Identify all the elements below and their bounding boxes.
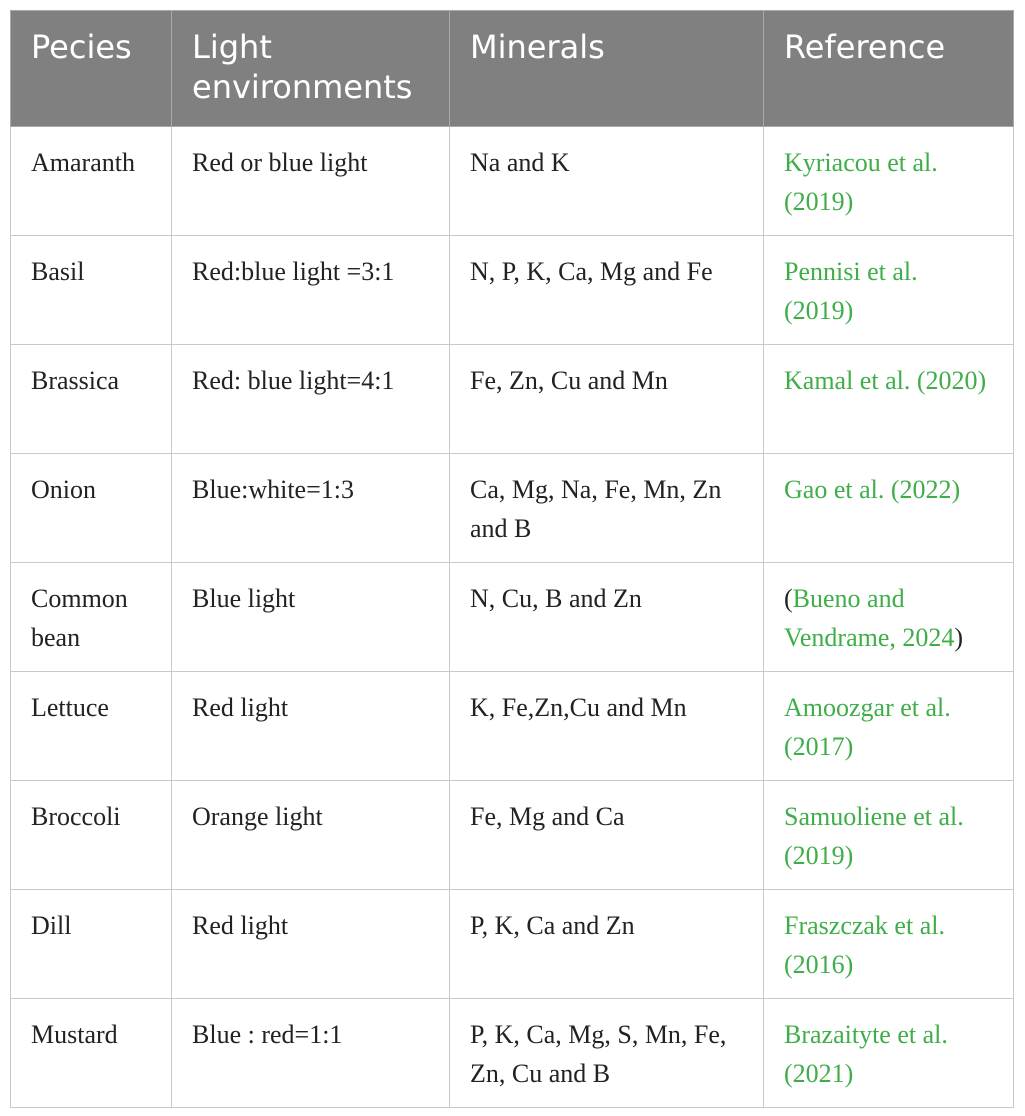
cell-light-environment: Blue light [172, 563, 450, 672]
reference-link[interactable]: Samuoliene et al. (2019) [784, 802, 964, 870]
table-header-row [11, 11, 1014, 127]
cell-reference [764, 454, 1014, 563]
table-row [11, 127, 1014, 236]
reference-link[interactable]: Brazaityte et al. (2021) [784, 1020, 948, 1088]
header-reference: Reference [764, 11, 1014, 127]
ref-open-paren: ( [784, 584, 793, 613]
cell-reference [764, 236, 1014, 345]
reference-link[interactable]: Fraszczak et al. (2016) [784, 911, 945, 979]
reference-link[interactable]: Pennisi et al. (2019) [784, 257, 918, 325]
table-row [11, 672, 1014, 781]
reference-link[interactable]: Amoozgar et al. (2017) [784, 693, 951, 761]
cell-minerals: P, K, Ca, Mg, S, Mn, Fe, Zn, Cu and B [450, 999, 764, 1108]
cell-reference [764, 672, 1014, 781]
cell-minerals: P, K, Ca and Zn [450, 890, 764, 999]
cell-reference [764, 563, 1014, 672]
header-minerals: Minerals [450, 11, 764, 127]
table-row [11, 345, 1014, 454]
cell-minerals: Ca, Mg, Na, Fe, Mn, Zn and B [450, 454, 764, 563]
cell-species: Amaranth [11, 127, 172, 236]
cell-reference [764, 999, 1014, 1108]
cell-minerals: Fe, Zn, Cu and Mn [450, 345, 764, 454]
cell-reference [764, 890, 1014, 999]
cell-species: Mustard [11, 999, 172, 1108]
table-row [11, 781, 1014, 890]
cell-reference [764, 127, 1014, 236]
cell-minerals: Fe, Mg and Ca [450, 781, 764, 890]
cell-species: Brassica [11, 345, 172, 454]
cell-light-environment: Blue:white=1:3 [172, 454, 450, 563]
cell-reference [764, 345, 1014, 454]
header-species: Pecies [11, 11, 172, 127]
table-row [11, 890, 1014, 999]
cell-minerals: N, Cu, B and Zn [450, 563, 764, 672]
cell-light-environment: Orange light [172, 781, 450, 890]
cell-species: Dill [11, 890, 172, 999]
ref-close-paren: ) [954, 623, 964, 652]
table-row [11, 999, 1014, 1108]
reference-link[interactable]: Kyriacou et al. (2019) [784, 148, 938, 216]
cell-species: Common bean [11, 563, 172, 672]
cell-species: Lettuce [11, 672, 172, 781]
cell-light-environment: Red light [172, 672, 450, 781]
table-row [11, 236, 1014, 345]
cell-light-environment: Red light [172, 890, 450, 999]
reference-link[interactable]: Kamal et al. (2020) [784, 366, 987, 395]
reference-link[interactable]: Gao et al. (2022) [784, 475, 961, 504]
cell-reference [764, 781, 1014, 890]
cell-light-environment: Red:blue light =3:1 [172, 236, 450, 345]
reference-link[interactable]: Bueno and Vendrame, 2024 [784, 584, 955, 652]
cell-light-environment: Red: blue light=4:1 [172, 345, 450, 454]
cell-minerals: Na and K [450, 127, 764, 236]
cell-species: Basil [11, 236, 172, 345]
species-light-minerals-table [10, 10, 1014, 1108]
table-row [11, 454, 1014, 563]
header-light-environments: Light environments [172, 11, 450, 127]
cell-species: Broccoli [11, 781, 172, 890]
cell-minerals: K, Fe,Zn,Cu and Mn [450, 672, 764, 781]
cell-light-environment: Red or blue light [172, 127, 450, 236]
cell-species: Onion [11, 454, 172, 563]
table-row [11, 563, 1014, 672]
cell-light-environment: Blue : red=1:1 [172, 999, 450, 1108]
cell-minerals: N, P, K, Ca, Mg and Fe [450, 236, 764, 345]
